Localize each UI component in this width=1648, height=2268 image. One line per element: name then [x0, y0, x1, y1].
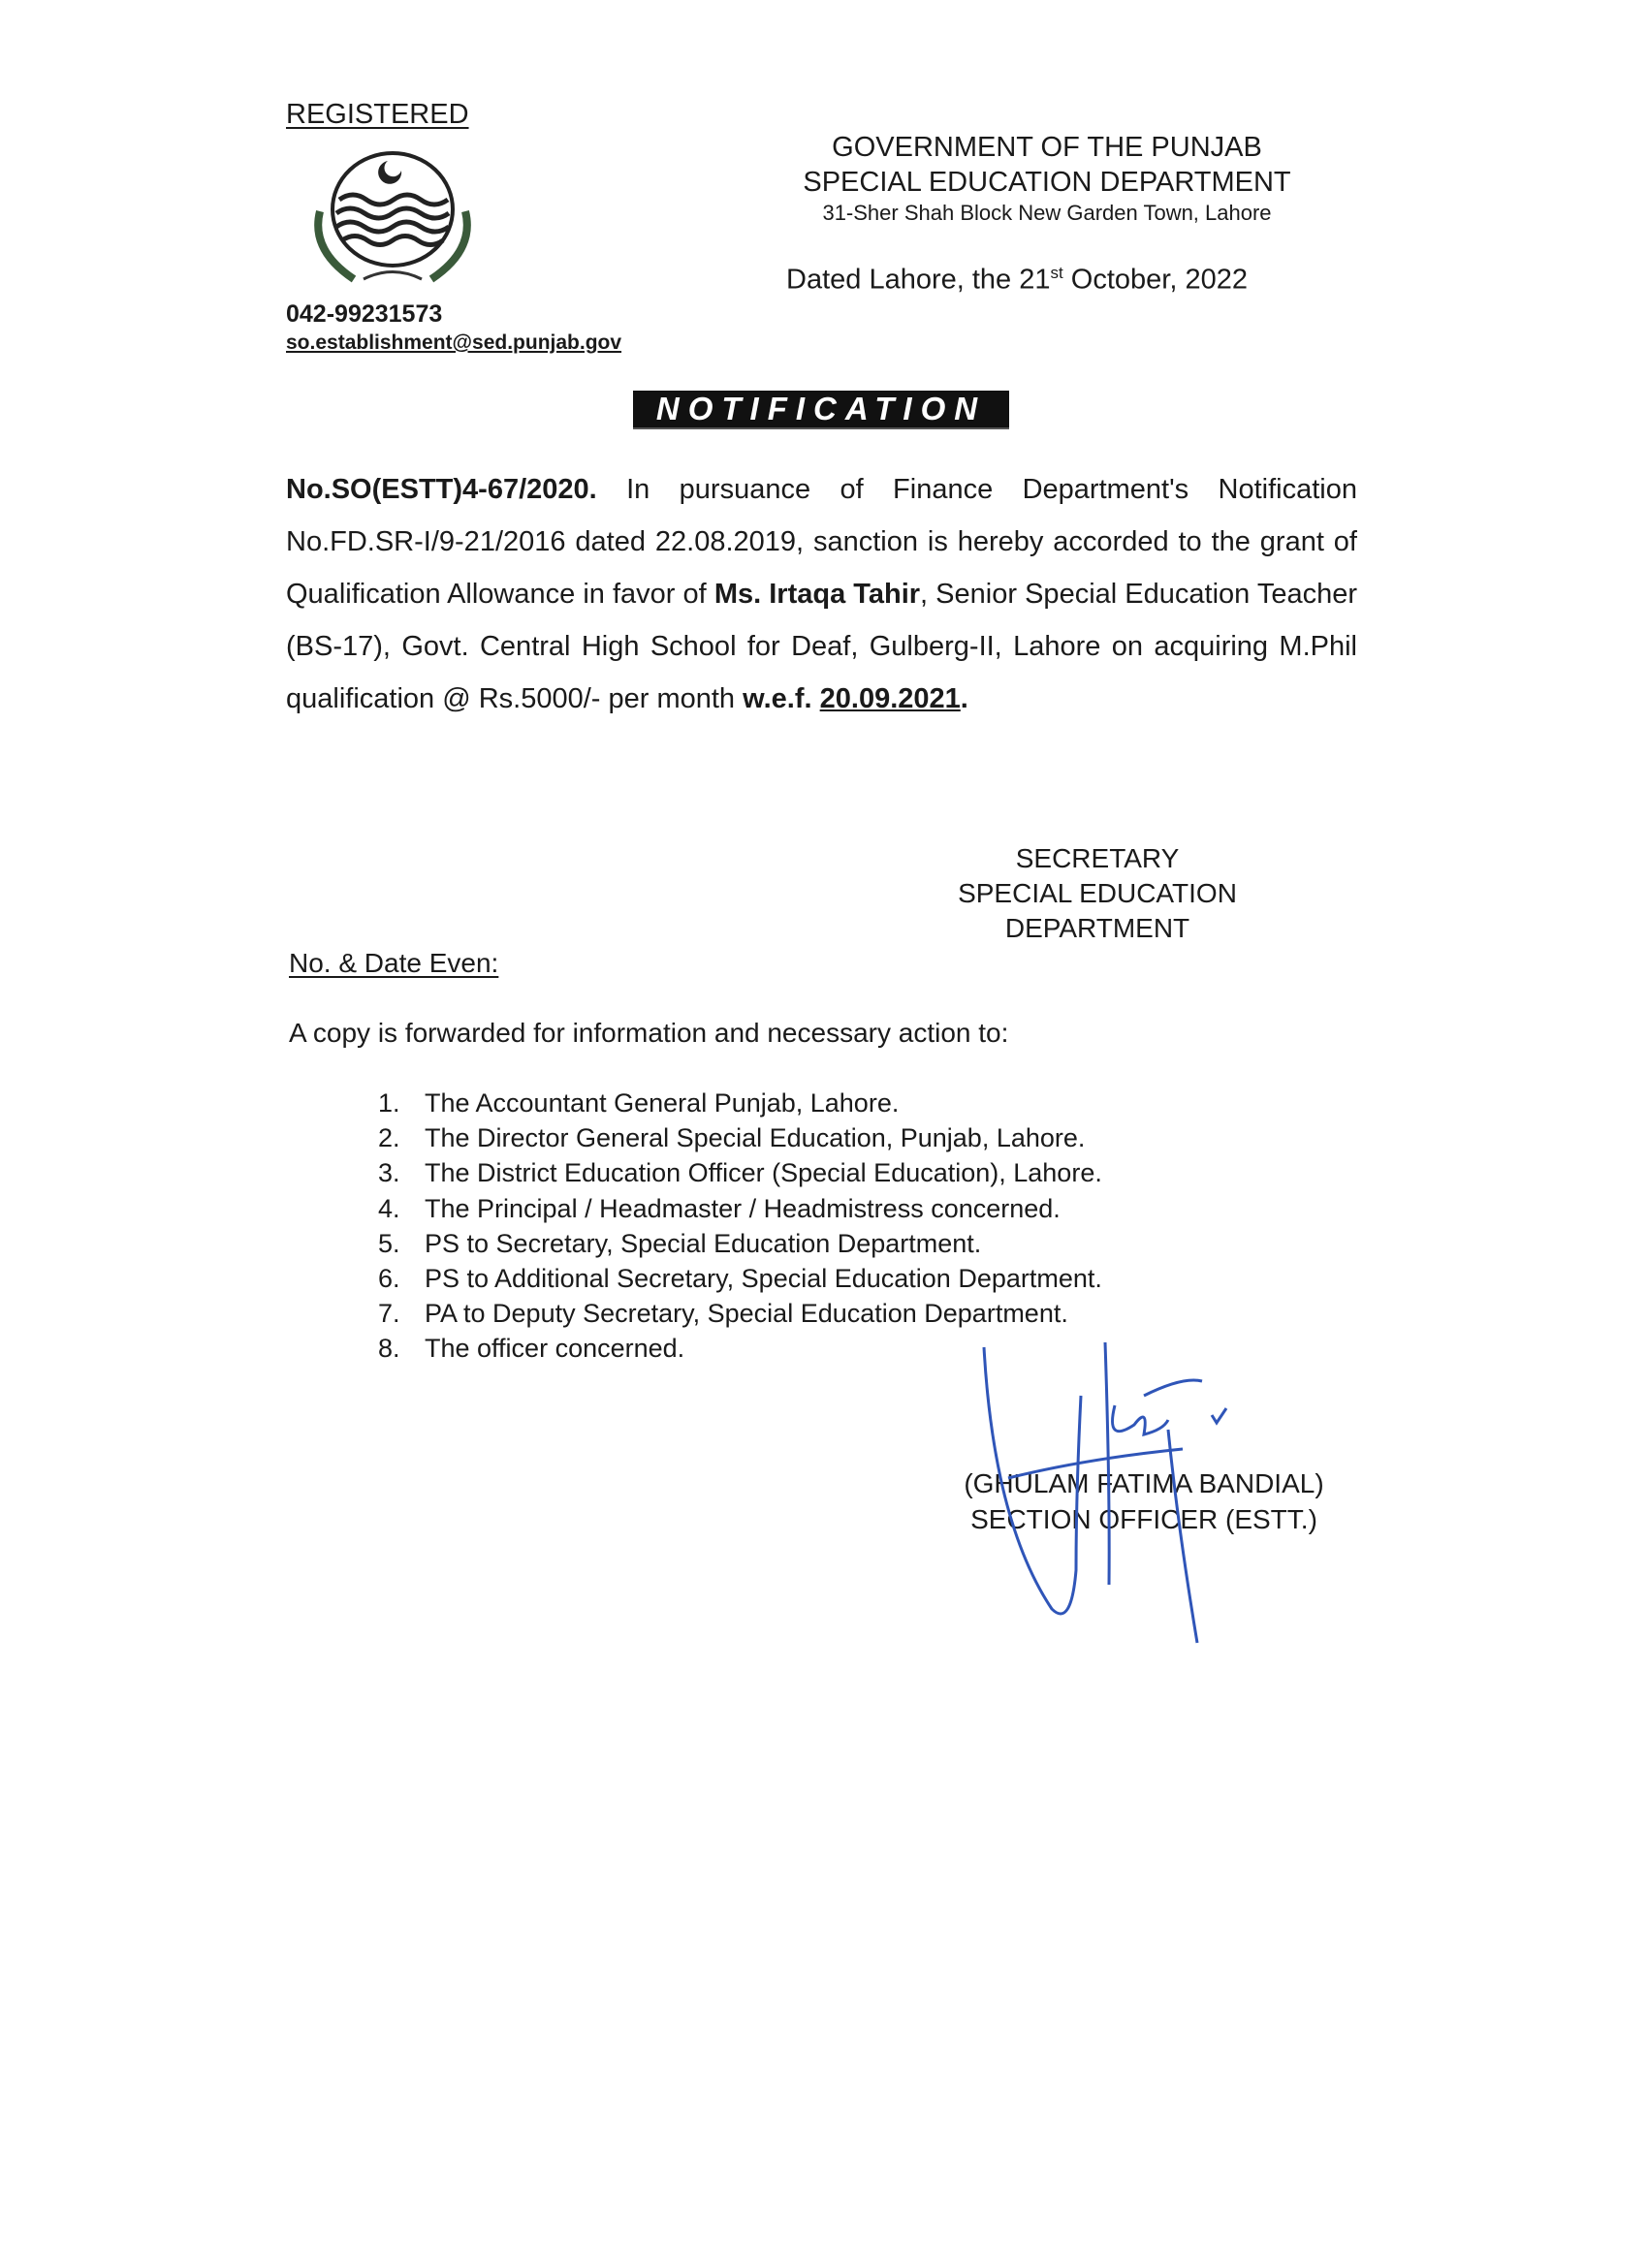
item-text: The Principal / Headmaster / Headmistress concerned. — [425, 1193, 1061, 1223]
item-number: 8. — [378, 1334, 400, 1364]
body-text-2: , Senior Special Education Teacher (BS-17), Govt. Central High School for Deaf, Gulberg-II, Lahore on acquiring M.Phil qualification @ Rs.5000/- per month — [286, 579, 1358, 714]
secretary-block — [903, 841, 1291, 946]
body-end: . — [960, 683, 968, 714]
secretary-line: DEPARTMENT — [1004, 913, 1190, 943]
item-number: 2. — [378, 1123, 400, 1153]
reference-number: No.SO(ESTT)4-67/2020. — [286, 474, 597, 505]
signatory-block — [921, 1465, 1367, 1537]
item-text: The officer concerned. — [425, 1334, 685, 1364]
dated-line — [786, 264, 1248, 297]
recipient-list — [378, 1086, 1102, 1367]
department-address: 31-Sher Shah Block New Garden Town, Lahore — [822, 201, 1272, 225]
notification-body — [286, 463, 1357, 725]
list-item — [378, 1191, 1102, 1226]
dated-prefix: Dated Lahore, the 21 — [786, 264, 1051, 296]
item-number: 1. — [378, 1088, 400, 1118]
employee-name: Ms. Irtaqa Tahir — [713, 579, 921, 610]
item-text: The District Education Officer (Special Education), Lahore. — [425, 1158, 1102, 1188]
item-number: 3. — [378, 1158, 400, 1188]
notification-title: NOTIFICATION — [633, 391, 1009, 429]
wef-label: w.e.f. — [743, 683, 812, 714]
secretary-line: SECRETARY — [1015, 843, 1180, 873]
list-item — [378, 1155, 1102, 1190]
effective-date: 20.09.2021 — [819, 683, 961, 714]
signatory-designation: SECTION OFFICER (ESTT.) — [970, 1504, 1317, 1534]
registered-label: REGISTERED — [286, 99, 469, 130]
list-item — [378, 1331, 1102, 1366]
list-item — [378, 1226, 1102, 1261]
signatory-name: (GHULAM FATIMA BANDIAL) — [964, 1468, 1324, 1498]
item-text: PS to Secretary, Special Education Department. — [425, 1228, 982, 1258]
copy-forwarded-text: A copy is forwarded for information and necessary action to: — [289, 1018, 1009, 1048]
item-number: 7. — [378, 1299, 400, 1329]
list-item — [378, 1261, 1102, 1296]
item-number: 4. — [378, 1193, 400, 1223]
item-text: The Accountant General Punjab, Lahore. — [425, 1088, 900, 1118]
punjab-government-logo-icon — [296, 143, 490, 289]
government-heading: GOVERNMENT OF THE PUNJAB — [832, 132, 1262, 163]
no-date-even-label: No. & Date Even: — [289, 948, 499, 978]
dated-suffix: October, 2022 — [1062, 264, 1248, 296]
list-item — [378, 1296, 1102, 1331]
item-number: 6. — [378, 1264, 400, 1294]
item-text: PS to Additional Secretary, Special Education Department. — [425, 1264, 1102, 1294]
item-number: 5. — [378, 1228, 400, 1258]
phone-number: 042-99231573 — [286, 300, 443, 328]
list-item — [378, 1120, 1102, 1155]
secretary-line: SPECIAL EDUCATION — [958, 878, 1237, 908]
list-item — [378, 1086, 1102, 1120]
dated-sup: st — [1050, 264, 1063, 282]
email-link[interactable]: so.establishment@sed.punjab.gov — [286, 331, 622, 354]
body-text-1: In pursuance of Finance Department's Notification No.FD.SR-I/9-21/2016 dated 22.08.2019, sanction is hereby accorded to the grant of Qualification Allowance in favor of — [286, 474, 1357, 610]
item-text: PA to Deputy Secretary, Special Education Department. — [425, 1299, 1068, 1329]
department-heading: SPECIAL EDUCATION DEPARTMENT — [803, 167, 1291, 198]
item-text: The Director General Special Education, Punjab, Lahore. — [425, 1123, 1086, 1153]
